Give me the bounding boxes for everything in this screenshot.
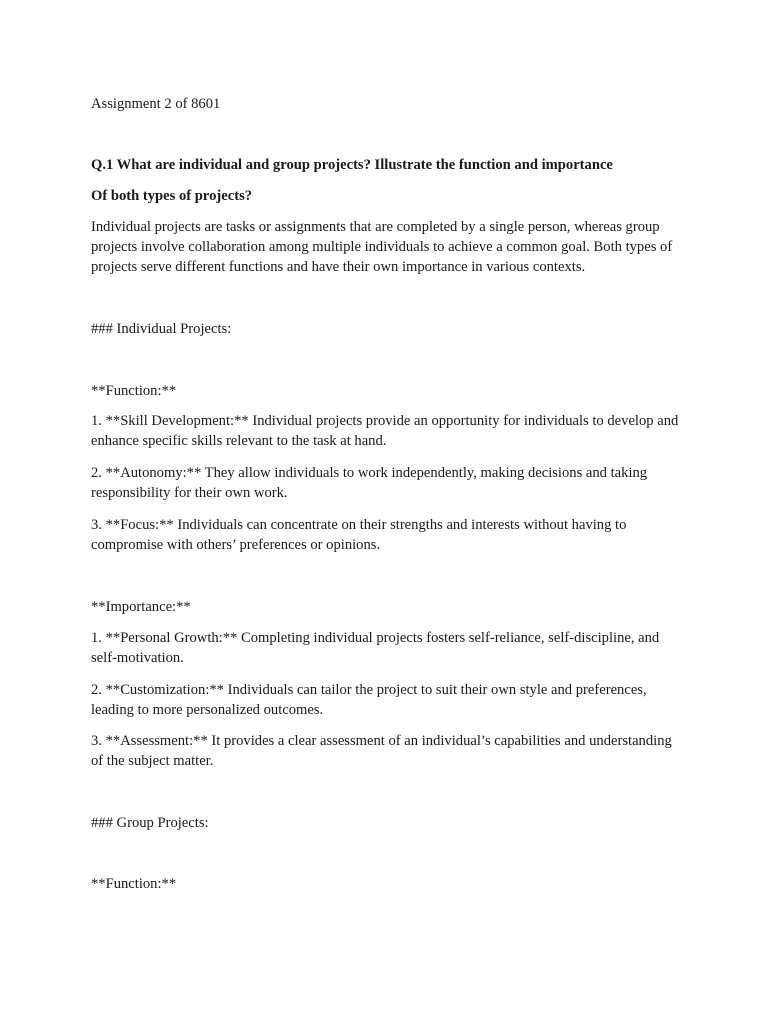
list-item: 2. **Customization:** Individuals can tailor the project to suit their own style and preferences, leading to more personalized outcomes. <box>91 682 647 718</box>
list-item: 1. **Personal Growth:** Completing individual projects fosters self-reliance, self-discipline, and self-motivation. <box>91 630 660 666</box>
question-title-line1: Q.1 What are individual and group projects? Illustrate the function and importance <box>91 157 613 173</box>
intro-paragraph: Individual projects are tasks or assignments that are completed by a single person, whereas group projects involve collaboration among multiple individuals to achieve a common goal. Both types of projects serve different functions and have their own importance in various contexts. <box>91 219 673 275</box>
individual-function-label: **Function:** <box>91 383 177 399</box>
list-item: 3. **Focus:** Individuals can concentrate on their strengths and interests without having to compromise with others’ preferences or opinions. <box>91 517 627 553</box>
document-header: Assignment 2 of 8601 <box>91 96 221 112</box>
list-item: 1. **Skill Development:** Individual projects provide an opportunity for individuals to develop and enhance specific skills relevant to the task at hand. <box>91 413 679 449</box>
group-projects-heading: ### Group Projects: <box>91 815 209 831</box>
individual-projects-heading: ### Individual Projects: <box>91 321 232 337</box>
group-function-label: **Function:** <box>91 876 177 892</box>
individual-importance-label: **Importance:** <box>91 599 191 615</box>
list-item: 2. **Autonomy:** They allow individuals to work independently, making decisions and taking responsibility for their own work. <box>91 465 648 501</box>
list-item: 3. **Assessment:** It provides a clear assessment of an individual’s capabilities and understanding of the subject matter. <box>91 733 672 769</box>
question-title-line2: Of both types of projects? <box>91 188 253 204</box>
